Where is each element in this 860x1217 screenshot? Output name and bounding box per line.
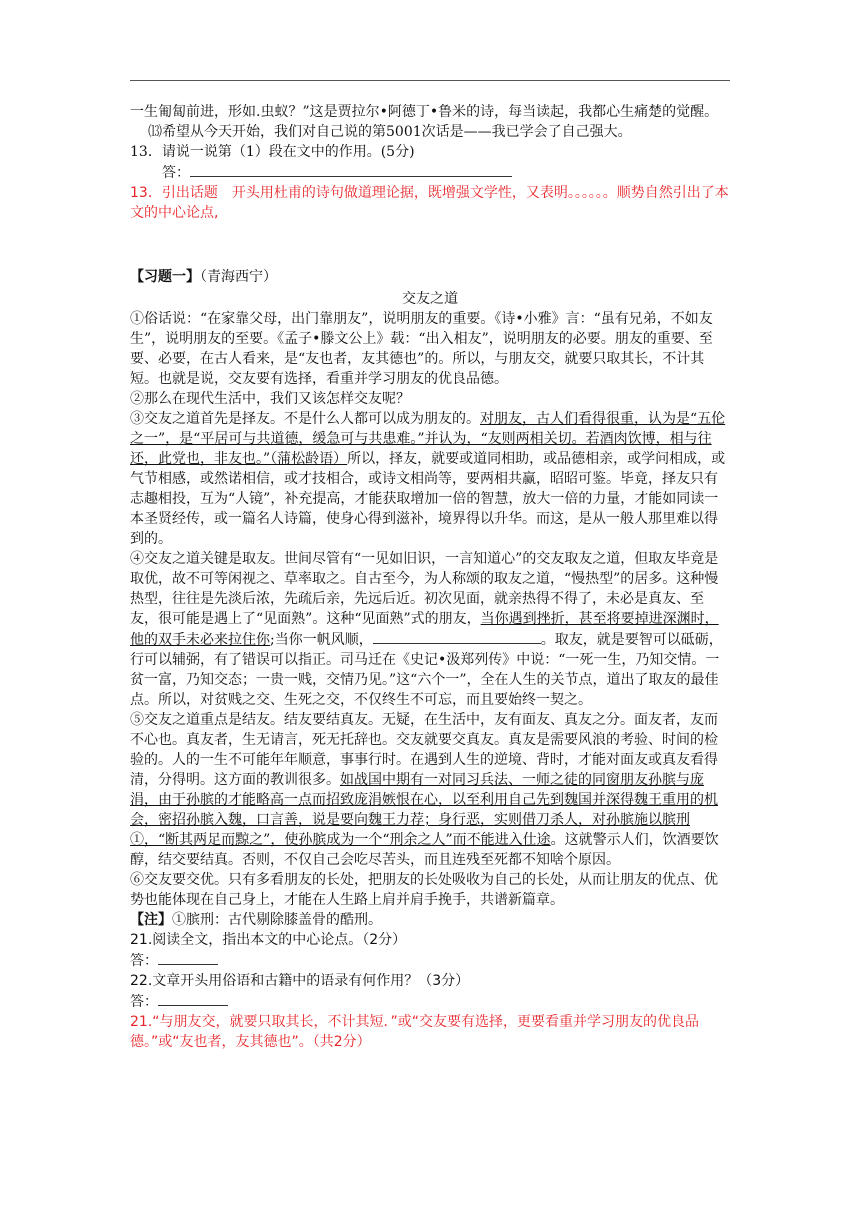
paragraph-3-underlined: 对朋友，古人们看得很重，认为是“五伦之一”，是“平居可与共道德，缓急可与共患难。”并认为，“友则两相关切。若酒肉饮博，相与往还，此党也，非友也。”（蒲松龄语）: [130, 411, 726, 467]
answer-blank[interactable]: [190, 162, 512, 177]
exercise-label: 【习题一】: [130, 269, 200, 285]
paragraph-2: ②那么在现代生活中，我们又该怎样交友呢？: [130, 391, 410, 407]
header-rule: [130, 80, 730, 81]
paragraph-4: [130, 549, 730, 710]
exercise-region: （青海西宁）: [200, 269, 277, 285]
answer-21: 21.“与朋友交，就要只取其长，不计其短．”或“交友要有选择，更要看重并学习朋友的优良品德。”或“友也者，友其德也”。（共2分）: [130, 1014, 700, 1050]
answer-13: 13．引出话题 开头用杜甫的诗句做道理论据，既增强文学性，又表明。。。。。。顺势自然引出了本文的中心论点,: [130, 185, 729, 221]
paragraph-top-2: ⒀希望从今天开始，我们对自己说的第5001次话是——我已学会了自己强大。: [148, 124, 632, 140]
footnote: [130, 910, 730, 930]
paragraph-3-rest: 所以，择友，就要或道同相助，或品德相亲，或学问相成，或气节相感，或然诺相信，或才技相合，或诗文相尚等，要两相共赢，昭昭可鉴。毕竟，择友只有志趣相投，互为“人镜”，补充提高，才能获取增加一倍的智慧，放大一倍的力量，才能如同读一本圣贤经传，或一篇名人诗篇，使身心得到滋补，境界得以升华。而这，是从一般人那里难以得到的。: [130, 451, 726, 547]
paragraph-6: ⑥交友要交优。只有多看朋友的长处，把朋友的长处吸收为自己的长处，从而让朋友的优点、优势也能体现在自己身上，才能在人生路上肩并肩手挽手，共谱新篇章。: [130, 872, 718, 908]
note-label: 【注】: [130, 912, 172, 928]
fill-in-blank[interactable]: [373, 629, 541, 644]
paragraph-4-intro: ④交友之道关键是取友。世间尽管有“一见如旧识，一言知道心”的交友取友之道，但取友毕竟是取优，故不可等闲视之、草率取之。自古至今，为人称颂的取友之道，“慢热型”的居多。这种慢热型，往往是先淡后浓，先疏后亲，先远后近。初次见面，就亲热得不得了，未必是真友、至友，很可能是遇上了“见面熟”。这种“见面熟”式的朋友，: [130, 551, 719, 627]
paragraph-1: ①俗话说：“在家靠父母，出门靠朋友”，说明朋友的重要。《诗•小雅》言：“虽有兄弟，不如友生”，说明朋友的至要。《孟子•滕文公上》载：“出入相友”，说明朋友的必要。朋友的重要、至要、必要，在古人看来，是“友也者，友其德也”的。所以，与朋友交，就要只取其长，不计其短。也就是说，交友要有选择，看重并学习朋友的优良品德。: [130, 311, 713, 387]
paragraph-5-underlined: 如战国中期有一对同习兵法、一师之徒的同窗朋友孙膑与庞涓，由于孙膑的才能略高一点而招致庞涓嫉恨在心，以至利用自己先到魏国并深得魏王重用的机会，密招孙膑入魏，口言善，说是要向魏王力荐；身行恶，实则借刀杀人，对孙膑施以膑刑①，“断其两足而黥之”，使孙膑成为一个“刑余之人”而不能进入仕途: [130, 772, 718, 848]
paragraph-4-rest: 。取友，就是要智可以砥砺，行可以辅弼，有了错误可以指正。司马迁在《史记•汲郑列传》中说：“一死一生，乃知交情。一贫一富，乃知交态；一贵一贱，交情乃见。”这“六个一”，全在人生的关节点，道出了取友的最佳点。所以，对贫贱之交、生死之交，不仅终生不可忘，而且要始终一契之。: [130, 632, 723, 708]
paragraph-5: [130, 710, 730, 870]
question-22: 22.文章开头用俗语和古籍中的语录有何作用？（3分）: [130, 973, 470, 989]
question-21: 21.阅读全文，指出本文的中心论点。（2分）: [130, 932, 407, 948]
paragraph-5-intro: ⑤交友之道重点是结友。结友要结真友。无疑，在生活中，友有面友、真友之分。面友者，友而不心也。真友者，生无请言，死无托辞也。交友就要交真友。真友是需要风浪的考验、时间的检验的。人的一生不可能年年顺意，事事行时。在遇到人生的逆境、背时，才能对面友或真友看得清，分得明。这方面的教训很多。: [130, 712, 718, 788]
answer-label: 答：: [130, 994, 158, 1010]
question-13: 13．请说一说第（1）段在文中的作用。(5分): [130, 144, 415, 160]
paragraph-3: [130, 409, 730, 549]
note-text: ①膑刑：古代剔除膝盖骨的酷刑。: [172, 912, 382, 928]
paragraph-4-mid: ;当你一帆风顺，: [270, 632, 373, 648]
document-body: [130, 102, 730, 1052]
paragraph-top-1: 一生匍匐前进，形如.虫蚁？”这是贾拉尔•阿德丁•鲁米的诗，每当读起，我都心生痛楚的觉醒。: [130, 104, 719, 120]
article-title: 交友之道: [402, 291, 458, 307]
answer-label: 答：: [162, 165, 190, 181]
exercise-heading: [130, 267, 730, 287]
answer-line-21[interactable]: [130, 950, 730, 971]
paragraph-4-underlined: 当你遇到挫折，甚至将要掉进深渊时，他的双手未必来拉住你: [130, 611, 719, 648]
answer-label: 答：: [130, 953, 158, 969]
answer-blank[interactable]: [158, 991, 228, 1006]
answer-line-22[interactable]: [130, 991, 730, 1012]
paragraph-3-intro: ③交友之道首先是择友。不是什么人都可以成为朋友的。: [130, 411, 480, 427]
answer-line-13[interactable]: [130, 162, 730, 183]
paragraph-5-rest: 。这就警示人们，饮酒要饮醇，结交要结真。否则，不仅自己会吃尽苦头，而且连残至死都不知啥个原因。: [130, 832, 719, 868]
answer-blank[interactable]: [158, 950, 218, 965]
